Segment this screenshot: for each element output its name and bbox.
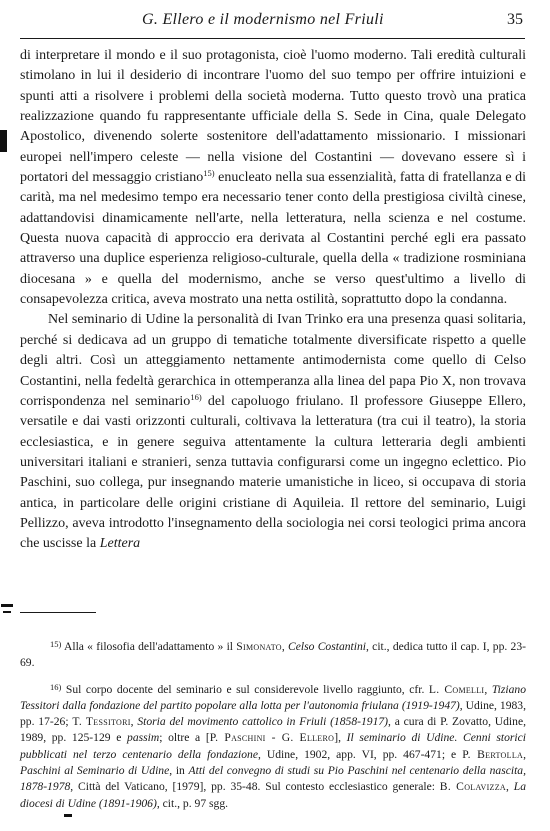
- paragraph-2: [20, 310, 526, 554]
- running-title: G. Ellero e il modernismo nel Friuli: [142, 11, 384, 28]
- footnote-16-sep: ,: [484, 682, 492, 696]
- page-number: 35: [507, 11, 523, 28]
- footnote-16-title-atti: Atti del convegno di studi su Pio Paschini nel centenario della nascita, 1878-1978: [20, 764, 527, 794]
- footnote-16-text: , a cura di P. Zovatto, Udine, 1989, pp. 125-129 e: [20, 715, 526, 745]
- footnotes: [20, 636, 526, 819]
- paragraph-2-text-a: Nel seminario di Udine la personalità di Ivan Trinko era una presenza quasi solitaria, perché si dedicava ad un gruppo di tematiche totalmente diversificate rispetto a quelle degli altri. Così un atteggiamento nettamente antimodernista come quello di Celso Costantini, nella fedeltà gerarchica in ottemperanza alla linea del papa Pio X, non trovava corrispondenza nel seminario: [20, 312, 526, 409]
- footnote-16-title-seminario: Il seminario di Udine. Cenni storici pubblicati nel terzo centenario della fondazione: [20, 731, 527, 761]
- footnote-16-tail: , cit., p. 97 sgg.: [156, 796, 229, 810]
- paragraph-1: [20, 46, 526, 310]
- footnote-16-text: ],: [334, 731, 347, 745]
- footnote-16-author-colavizza: B. Colavizza: [439, 780, 507, 794]
- paragraph-2-text-b: del capoluogo friulano. Il professore Giuseppe Ellero, versatile e dai vasti orizzonti culturali, coltivava la letteratura (tra cui il teatro), la storia ecclesiastica, e in genere seguiva attentamente la cultura letteraria degli ambienti universitari italiani e stranieri, senza tuttavia configurarsi come un ingegno eclettico. Pio Paschini, suo collega, pur insegnando materie umanistiche in liceo, si occupava di storia antica, in particolare delle origini cristiane di Aquileia. Il rettore del seminario, Luigi Pellizzo, aveva introdotto l'insegnamento della sociologia nei corsi teologici prima ancora che uscisse la: [20, 393, 527, 552]
- footnote-15-title: Celso Costantini: [288, 640, 367, 653]
- footnote-ref-15: 15): [203, 168, 215, 179]
- footnote-16-passim: passim: [127, 731, 160, 745]
- footnote-16-author-tessitori: T. Tessitori: [72, 715, 131, 729]
- scan-artifact-mark: [0, 130, 7, 152]
- footnote-16-title-tessitori: Tiziano Tessitori dalla fondazione del partito popolare alla lotta per l'autonomia friulana (1919-1947): [20, 682, 526, 712]
- footnote-15-text: Alla « filosofia dell'adattamento » il: [63, 640, 237, 653]
- footnote-15-tail: , cit., dedica tutto il cap. I, pp. 23-69.: [20, 640, 526, 670]
- footnote-15-number: 15): [50, 639, 62, 649]
- footnote-16-author-paschini-ellero: P. Paschini - G. Ellero: [209, 731, 335, 745]
- footnote-16-title-diocesi: La diocesi di Udine (1891-1906): [20, 780, 527, 810]
- scan-artifact-mark: [64, 814, 72, 817]
- scan-artifact-mark: [1, 604, 13, 607]
- scan-artifact-mark: [3, 611, 11, 613]
- footnote-ref-16: 16): [190, 391, 202, 402]
- paragraph-1-text-b: enucleato nella sua essenzialità, fatta di fratellanza e di carità, ma nel medesimo tempo era necessario tener conto della prestigiosa civiltà cinese, adattandovisi dinamicamente nell'arte, nella letteratura, nella scienza e nel costume. Questa nuova capacità di approccio era derivata al Costantini perché egli era passato attraverso una duplice esperienza religioso-culturale, quella della « tradizione rosminiana diocesana » e quella del modernismo, anche se verso quest'ultimo a livello di consapevolezza critica, aveva mostrato una netta ostilità, soprattutto dopo la condanna.: [20, 170, 526, 308]
- footnote-separator: [20, 612, 96, 613]
- footnote-15-sep: ,: [281, 640, 289, 653]
- footnote-16-text: , in: [169, 764, 189, 778]
- footnote-15-author: Simonato: [236, 640, 282, 653]
- footnote-16-text: ; oltre a [: [159, 731, 210, 745]
- footnote-16-text: , Città del Vaticano, [1979], pp. 35-48. Sul contesto ecclesiastico generale:: [70, 780, 440, 794]
- paragraph-1-text-a: di interpretare il mondo e il suo protagonista, cioè l'uomo moderno. Tali eredità culturali stimolano in lui il desiderio di incontrare l'uomo del suo tempo per offrire intuizioni e spunti atti a risolvere i problemi della società moderna. Tutto questo trovò una pratica realizzazione quando fu rappresentante ufficiale della S. Sede in Cina, quale Delegato Apostolico, divenendo solerte sostenitore dell'adattamento missionario. I missionari europei nell'impero celeste — nella visione del Costantini — dovevano essere sì i portatori del messaggio cristiano: [20, 48, 526, 186]
- footnote-16-text: Sul corpo docente del seminario e sul considerevole livello raggiunto, cfr.: [65, 682, 429, 696]
- footnote-16: [20, 679, 526, 812]
- footnote-16-sep: ,: [130, 715, 138, 729]
- footnote-16-number: 16): [50, 681, 62, 692]
- running-header: [20, 8, 525, 39]
- footnote-16-title-storia: Storia del movimento cattolico in Friuli (1858-1917): [137, 715, 389, 729]
- footnote-16-text: , Udine, 1983, pp. 17-26;: [20, 698, 526, 729]
- body-text: [20, 46, 526, 555]
- footnote-16-text: , Udine, 1902, app. VI, pp. 467-471; e: [257, 747, 463, 761]
- footnote-16-sep: ,: [523, 747, 526, 761]
- footnote-16-title-paschini: Paschini al Seminario di Udine: [20, 764, 170, 778]
- footnote-16-author-bertolla: P. Bertolla: [462, 747, 524, 761]
- footnote-16-sep: ,: [506, 780, 514, 794]
- footnote-16-author-comelli: L. Comelli: [428, 682, 485, 696]
- paragraph-2-italic-lettera: Lettera: [99, 536, 141, 552]
- footnote-15: [20, 636, 526, 672]
